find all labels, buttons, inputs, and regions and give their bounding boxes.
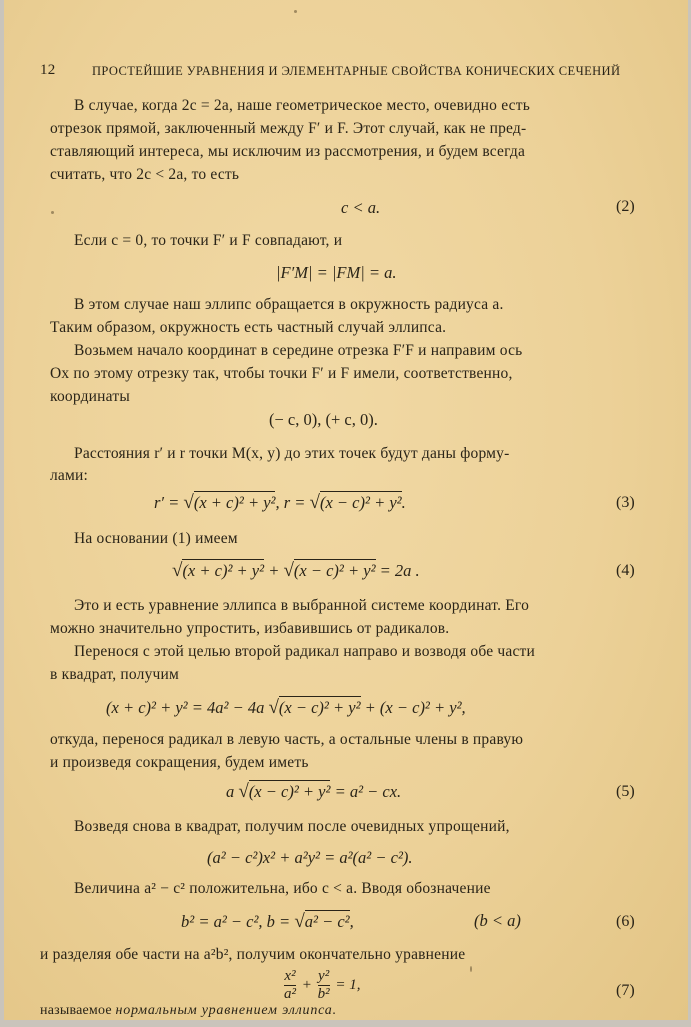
scan-speck bbox=[470, 966, 472, 972]
equation-number: (7) bbox=[616, 982, 635, 999]
equation-4 bbox=[172, 560, 420, 582]
page-number: 12 bbox=[40, 62, 56, 78]
eq7-plus: + bbox=[301, 976, 312, 993]
eq4-rhs: = 2a . bbox=[375, 561, 420, 580]
term-normal-equation: нормальным уравнением эллипса. bbox=[115, 1003, 337, 1018]
eq5-lhs: a bbox=[226, 782, 239, 801]
radical-sign-icon: √ bbox=[268, 697, 279, 718]
text-line: На основании (1) имеем bbox=[74, 530, 238, 547]
eq6-tail: , bbox=[349, 912, 354, 931]
eq3-radicand-1: (x + c)² + y² bbox=[193, 493, 276, 512]
eq3-radicand-2: (x − c)² + y² bbox=[319, 493, 402, 512]
text-line: Если c = 0, то точки F′ и F совпадают, и bbox=[74, 232, 343, 249]
equation-number: (4) bbox=[616, 562, 635, 579]
text-line-final bbox=[40, 1003, 337, 1019]
text-line: Таким образом, окружность есть частный случай эллипса. bbox=[50, 319, 447, 336]
text-line: и произведя сокращения, будем иметь bbox=[50, 754, 309, 771]
text-line: Величина a² − c² положительна, ибо c < a. Вводя обозначение bbox=[74, 880, 491, 897]
eq4-radicand-1: (x + c)² + y² bbox=[182, 561, 265, 580]
final-text-prefix: называемое bbox=[40, 1003, 112, 1018]
text-line: Возьмем начало координат в середине отрезка F′F и направим ось bbox=[74, 342, 523, 359]
equation-focal-distance: |F′M| = |FM| = a. bbox=[276, 263, 397, 282]
eq3-lhs: r′ = bbox=[154, 493, 184, 512]
book-page bbox=[4, 0, 688, 1020]
eqsq-radicand: (x − c)² + y² bbox=[278, 698, 361, 717]
equation-5 bbox=[226, 781, 401, 803]
radical-sign-icon: √ bbox=[309, 492, 320, 513]
eq5-radicand: (x − c)² + y² bbox=[248, 782, 331, 801]
text-line: Перенося с этой целью второй радикал направо и возводя обе части bbox=[74, 643, 536, 660]
fraction-numerator: y² bbox=[318, 968, 330, 984]
equation-number: (2) bbox=[616, 198, 635, 215]
eq3-mid: , r = bbox=[275, 493, 310, 512]
scan-speck bbox=[51, 211, 54, 214]
text-line: Расстояния r′ и r точки M(x, y) до этих точек будут даны форму- bbox=[74, 445, 510, 462]
radical-sign-icon: √ bbox=[283, 560, 294, 581]
equation-number: (3) bbox=[616, 494, 635, 511]
text-line: можно значительно упростить, избавившись от радикалов. bbox=[50, 620, 450, 637]
text-line: Возведя снова в квадрат, получим после очевидных упрощений, bbox=[74, 818, 510, 835]
equation-focus-coordinates: (− c, 0), (+ c, 0). bbox=[269, 410, 378, 429]
eqsq-lhs: (x + c)² + y² = 4a² − 4a bbox=[106, 698, 269, 717]
fraction-denominator: a² bbox=[284, 986, 296, 1002]
eq5-rhs: = a² − cx. bbox=[330, 782, 402, 801]
equation-squared bbox=[106, 697, 466, 719]
text-line: отрезок прямой, заключенный между F′ и F. Этот случай, как не пред- bbox=[50, 120, 527, 137]
eq6-radicand: a² − c² bbox=[304, 912, 350, 931]
equation-2: c < a. bbox=[341, 198, 381, 217]
equation-7 bbox=[282, 968, 361, 1003]
text-line: Это и есть уравнение эллипса в выбранной системе координат. Его bbox=[74, 597, 530, 614]
running-title: ПРОСТЕЙШИЕ УРАВНЕНИЯ И ЭЛЕМЕНТАРНЫЕ СВОЙСТВА КОНИЧЕСКИХ СЕЧЕНИЙ bbox=[92, 64, 621, 78]
eq6-lhs: b² = a² − c², b = bbox=[181, 912, 295, 931]
radical-sign-icon: √ bbox=[172, 560, 183, 581]
text-line: в квадрат, получим bbox=[50, 666, 180, 683]
fraction-x bbox=[284, 968, 296, 1003]
text-line: считать, что 2c < 2a, то есть bbox=[50, 166, 240, 183]
equation-6 bbox=[181, 911, 354, 933]
equation-number: (5) bbox=[616, 783, 635, 800]
scan-speck bbox=[294, 10, 297, 13]
eqsq-rhs: + (x − c)² + y², bbox=[360, 698, 466, 717]
eq4-radicand-2: (x − c)² + y² bbox=[293, 561, 376, 580]
radical-sign-icon: √ bbox=[294, 911, 305, 932]
fraction-y bbox=[318, 968, 330, 1003]
eq3-end: . bbox=[401, 493, 406, 512]
equation-number: (6) bbox=[616, 913, 635, 930]
radical-sign-icon: √ bbox=[238, 781, 249, 802]
text-line: ставляющий интереса, мы исключим из рассмотрения, и будем всегда bbox=[50, 143, 526, 160]
eq7-rhs: = 1, bbox=[335, 976, 361, 993]
equation-6-condition: (b < a) bbox=[474, 911, 521, 930]
text-line: В этом случае наш эллипс обращается в окружность радиуса a. bbox=[74, 296, 504, 313]
text-line: лами: bbox=[50, 467, 89, 484]
text-line: Ox по этому отрезку так, чтобы точки F′ и F имели, соответственно, bbox=[50, 365, 513, 382]
text-line: и разделяя обе части на a²b², получим окончательно уравнение bbox=[40, 946, 466, 963]
text-line: откуда, перенося радикал в левую часть, а остальные члены в правую bbox=[50, 731, 524, 748]
radical-sign-icon: √ bbox=[183, 492, 194, 513]
text-line: В случае, когда 2c = 2a, наше геометрическое место, очевидно есть bbox=[74, 97, 530, 114]
fraction-numerator: x² bbox=[284, 968, 296, 984]
text-line: координаты bbox=[50, 388, 130, 405]
equation-simplified: (a² − c²)x² + a²y² = a²(a² − c²). bbox=[207, 848, 413, 867]
fraction-denominator: b² bbox=[317, 986, 330, 1002]
equation-3 bbox=[154, 492, 406, 514]
eq4-plus: + bbox=[264, 561, 284, 580]
